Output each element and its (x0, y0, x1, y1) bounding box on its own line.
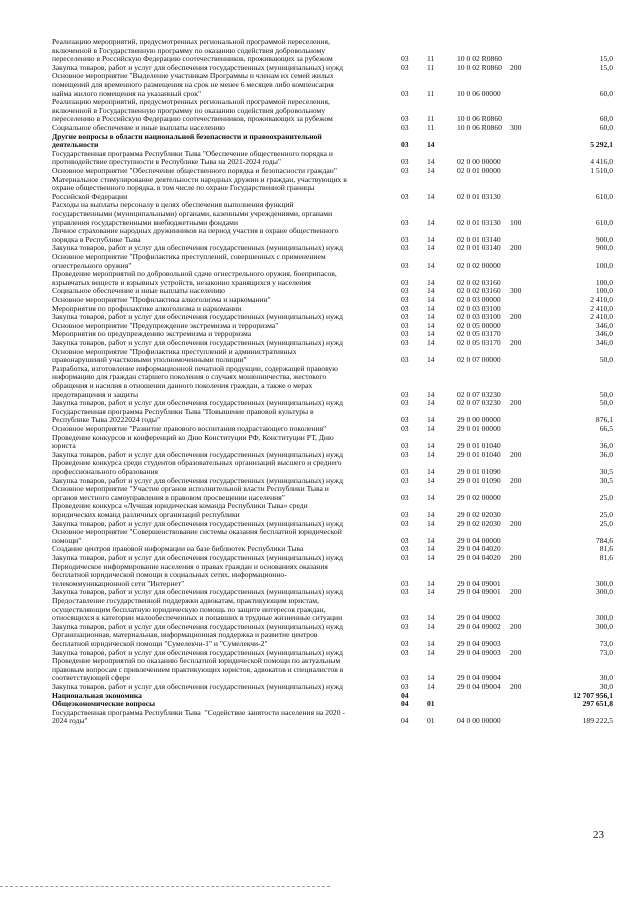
row-section-code: 03 (401, 295, 409, 304)
row-amount: 36,0 (599, 449, 613, 459)
row-section-code: 03 (401, 682, 409, 691)
row-expense-type: 200 (510, 647, 522, 657)
row-target-article: 02 0 01 03140 (457, 234, 501, 244)
row-description: Закупка товаров, работ и услуг для обеспечения государственных (муниципальных) нужд (52, 554, 343, 562)
row-subsection-code: 14 (427, 518, 435, 528)
table-row (0, 477, 640, 486)
row-section-code: 03 (401, 492, 409, 502)
row-target-article: 10 0 02 R0860 (457, 54, 502, 64)
row-target-article: 29 0 04 04020 (457, 544, 501, 554)
table-row (0, 305, 640, 314)
row-description: Проведение мероприятий по добровольной сдаче огнестрельного оружия, боеприпасов, взрывчатых веществ и взрывных устройств, незаконно хранящихся у населения (52, 270, 337, 287)
row-subsection-code: 11 (427, 114, 435, 124)
row-subsection-code: 14 (427, 140, 435, 150)
row-target-article: 02 0 01 00000 (457, 166, 501, 175)
row-target-article: 29 0 02 02030 (457, 509, 501, 519)
row-amount: 81,6 (599, 544, 613, 554)
row-amount: 50,0 (599, 355, 613, 365)
row-expense-type: 200 (510, 449, 522, 459)
row-subsection-code: 14 (427, 535, 435, 545)
row-amount: 100,0 (595, 260, 613, 270)
row-section-code: 03 (401, 191, 409, 201)
row-expense-type: 300 (510, 286, 522, 296)
row-target-article: 29 0 02 00000 (457, 492, 501, 502)
table-row (0, 150, 640, 167)
row-description: Закупка товаров, работ и услуг для обеспечения государственных (муниципальных) нужд (52, 244, 343, 253)
row-target-article: 02 0 05 03170 (457, 338, 501, 347)
row-subsection-code: 14 (427, 509, 435, 519)
row-target-article: 02 0 05 00000 (457, 320, 501, 330)
row-subsection-code: 14 (427, 312, 435, 322)
row-target-article: 29 0 01 01040 (457, 449, 501, 459)
row-subsection-code: 14 (427, 424, 435, 433)
row-amount: 346,0 (595, 320, 613, 330)
row-expense-type: 200 (510, 338, 522, 347)
row-subsection-code: 14 (427, 260, 435, 270)
row-description: Закупка товаров, работ и услуг для обеспечения государственных (муниципальных) нужд (52, 519, 343, 528)
row-description: Основное мероприятие "Предупреждение экстремизма и терроризма" (52, 321, 279, 330)
row-amount: 300,0 (595, 578, 613, 588)
row-section-code: 03 (401, 329, 409, 339)
row-subsection-code: 14 (427, 191, 435, 201)
row-subsection-code: 11 (427, 88, 435, 98)
row-expense-type: 200 (510, 518, 522, 528)
row-target-article: 29 0 04 09003 (457, 647, 501, 657)
row-amount: 66,5 (599, 424, 613, 433)
row-amount: 30,5 (599, 475, 613, 485)
row-amount: 610,0 (595, 191, 613, 201)
table-row (0, 38, 640, 64)
row-description: Закупка товаров, работ и услуг для обеспечения государственных (муниципальных) нужд (52, 399, 343, 408)
row-section-code: 03 (401, 88, 409, 98)
table-row (0, 709, 640, 726)
table-row (0, 545, 640, 554)
row-section-code: 03 (401, 114, 409, 124)
row-subsection-code: 14 (427, 355, 435, 365)
row-subsection-code: 14 (427, 578, 435, 588)
row-amount: 297 651,8 (582, 699, 613, 709)
row-section-code: 03 (401, 338, 409, 347)
row-amount: 1 510,0 (590, 166, 613, 175)
row-subsection-code: 14 (427, 166, 435, 175)
table-row (0, 98, 640, 124)
table-row (0, 631, 640, 648)
row-target-article: 02 0 05 03170 (457, 329, 501, 339)
table-row (0, 348, 640, 365)
row-amount: 81,6 (599, 553, 613, 562)
row-amount: 610,0 (595, 217, 613, 227)
row-target-article: 02 0 07 00000 (457, 355, 501, 365)
row-section-code: 03 (401, 621, 409, 631)
row-subsection-code: 14 (427, 475, 435, 485)
row-section-code: 03 (401, 613, 409, 623)
table-row (0, 365, 640, 399)
row-amount: 30,0 (599, 673, 613, 683)
row-target-article: 29 0 01 01040 (457, 441, 501, 451)
row-target-article: 29 0 00 00000 (457, 415, 501, 425)
row-section-code: 03 (401, 647, 409, 657)
row-target-article: 02 0 03 00000 (457, 295, 501, 304)
row-subsection-code: 14 (427, 682, 435, 691)
row-description: Государственная программа Республики Тыва "Содействие занятости населения на 2020 - 2024 годы" (52, 708, 345, 726)
row-description: Проведение конкурса среди студентов образовательных организаций высшего и среднего профессионального образования (52, 459, 342, 476)
table-row (0, 657, 640, 683)
row-subsection-code: 14 (427, 389, 435, 399)
row-section-code: 03 (401, 62, 409, 72)
row-description: Основное мероприятие "Обеспечение общественного порядка и безопасности граждан" (52, 167, 337, 175)
table-row (0, 339, 640, 348)
row-subsection-code: 14 (427, 613, 435, 623)
row-amount: 784,6 (595, 535, 613, 545)
row-description: Предоставление государственной поддержки адвокатам, практикующим юристам, осуществляющим бесплатную юридическую помощь по защите интересов граждан, относящихся к категории малообеспеченных и попавших в трудные жизненные ситуации (52, 597, 343, 623)
row-section-code: 03 (401, 54, 409, 64)
row-target-article: 29 0 04 09004 (457, 682, 501, 691)
row-description: Создание центров правовой информации на базе библиотек Республики Тыва (52, 545, 304, 554)
row-amount: 50,0 (599, 389, 613, 399)
table-row (0, 434, 640, 451)
row-expense-type: 200 (510, 243, 522, 253)
row-description: Основное мероприятие "Профилактика алкоголизма и наркомании" (52, 296, 271, 304)
row-section-code: 03 (401, 475, 409, 485)
row-section-code: 03 (401, 217, 409, 227)
row-subsection-code: 14 (427, 234, 435, 244)
row-subsection-code: 14 (427, 415, 435, 425)
row-description: Проведение конкурсов и конференций ко Дню Конституции РФ, Конституции РТ, Дню юриста (52, 433, 334, 451)
row-target-article: 10 0 02 R0860 (457, 62, 502, 72)
row-amount: 30,5 (599, 466, 613, 476)
row-description: Закупка товаров, работ и услуг для обеспечения государственных (муниципальных) нужд (52, 622, 343, 631)
row-description: Социальное обеспечение и иные выплаты населению (52, 124, 225, 132)
row-description: Проведение конкурса «Лучшая юридическая команда Республики Тыва» среди юридических команд различных организаций республики (52, 502, 308, 519)
row-amount: 100,0 (595, 277, 613, 287)
table-row (0, 64, 640, 73)
row-amount: 346,0 (595, 338, 613, 347)
row-section-code: 03 (401, 415, 409, 425)
row-amount: 900,0 (595, 243, 613, 253)
row-subsection-code: 14 (427, 398, 435, 408)
row-amount: 60,0 (599, 88, 613, 98)
page-number: 23 (593, 829, 604, 841)
row-description: Организационная, материальная, информационная поддержка и развитие центров бесплатной юридической помощи "Сумелекчи-1" и "Сумелекчи-2" (52, 631, 318, 648)
row-target-article: 02 0 03 03100 (457, 303, 501, 313)
row-target-article: 02 0 02 03160 (457, 277, 501, 287)
table-row (0, 485, 640, 502)
row-amount: 300,0 (595, 613, 613, 623)
row-section-code: 03 (401, 389, 409, 399)
table-row (0, 287, 640, 296)
row-section-code: 03 (401, 449, 409, 459)
row-description: Мероприятия по профилактике алкоголизма и наркомании (52, 304, 242, 313)
row-subsection-code: 11 (427, 123, 435, 132)
row-expense-type: 200 (510, 553, 522, 562)
row-description: Личное страхование народных дружинников на период участия в охране общественного порядка в Республике Тыва (52, 227, 339, 244)
row-description: Основное мероприятие "Профилактика преступлений и административных правонарушений участковыми уполномоченными полиции" (52, 347, 297, 365)
row-section-code: 03 (401, 518, 409, 528)
row-target-article: 02 0 03 03100 (457, 312, 501, 322)
row-amount: 300,0 (595, 587, 613, 597)
row-section-code: 04 (401, 716, 409, 726)
row-amount: 25,0 (599, 518, 613, 528)
row-expense-type: 200 (510, 312, 522, 322)
row-subsection-code: 14 (427, 621, 435, 631)
row-section-code: 03 (401, 424, 409, 433)
table-row (0, 588, 640, 597)
row-target-article: 29 0 04 09001 (457, 587, 501, 597)
row-section-code: 03 (401, 466, 409, 476)
row-description: Разработка, изготовление информационной печатной продукции, содержащей правовую информацию для граждан старшего поколения о случаях мошенничества, жестокого обращения и насилия в отношении данного поколения граждан, а также о мерах предотвращения и защиты (52, 364, 338, 399)
row-description: Закупка товаров, работ и услуг для обеспечения государственных (муниципальных) нужд (52, 476, 343, 485)
table-row (0, 459, 640, 476)
row-subsection-code: 14 (427, 243, 435, 253)
row-subsection-code: 14 (427, 295, 435, 304)
row-section-code: 03 (401, 243, 409, 253)
row-section-code: 03 (401, 553, 409, 562)
row-description: Расходы на выплаты персоналу в целях обеспечения выполнения функций государственными (муниципальными) органами, казенными учреждениями, органами управления государственными внебюджетными фондами (52, 201, 333, 227)
table-row (0, 563, 640, 589)
table-row (0, 244, 640, 253)
row-section-code: 03 (401, 587, 409, 597)
row-description: Закупка товаров, работ и услуг для обеспечения государственных (муниципальных) нужд (52, 313, 343, 322)
row-expense-type: 200 (510, 475, 522, 485)
row-section-code: 03 (401, 638, 409, 648)
row-target-article: 02 0 02 00000 (457, 260, 501, 270)
row-expense-type: 200 (510, 398, 522, 408)
table-row (0, 253, 640, 270)
row-section-code: 03 (401, 303, 409, 313)
row-subsection-code: 14 (427, 638, 435, 648)
row-description: Основное мероприятие "Участие органов исполнительной власти Республики Тыва и органов местного самоуправления в правовом просвещении населения" (52, 485, 329, 502)
row-description: Периодическое информирование населения о правах граждан и основаниях оказания бесплатной юридической помощи в социальных сетях, информационно- телекоммуникационной сети "Интернет" (52, 562, 328, 588)
row-subsection-code: 14 (427, 553, 435, 562)
row-amount: 2 410,0 (590, 303, 613, 313)
table-row (0, 502, 640, 519)
row-target-article: 29 0 04 09002 (457, 613, 501, 623)
row-section-code: 03 (401, 441, 409, 451)
table-row (0, 313, 640, 322)
row-amount: 15,0 (599, 62, 613, 72)
row-section-code: 03 (401, 277, 409, 287)
row-section-code: 03 (401, 312, 409, 322)
row-description: Реализацию мероприятий, предусмотренных региональной программой переселения, включенной в Государственную программу по оказанию содействия добровольному переселению в Российскую Федерацию соотечественников, проживающих за рубежом (52, 98, 333, 124)
table-row (0, 72, 640, 98)
table-row (0, 201, 640, 227)
row-description: Закупка товаров, работ и услуг для обеспечения государственных (муниципальных) нужд (52, 63, 343, 72)
table-row (0, 528, 640, 545)
row-expense-type: 100 (510, 217, 522, 227)
row-target-article: 29 0 04 04020 (457, 553, 501, 562)
row-description: Закупка товаров, работ и услуг для обеспечения государственных (муниципальных) нужд (52, 648, 343, 657)
row-target-article: 02 0 02 03160 (457, 286, 501, 296)
row-target-article: 29 0 04 00000 (457, 535, 501, 545)
row-subsection-code: 14 (427, 320, 435, 330)
row-amount: 876,1 (595, 415, 613, 425)
row-amount: 12 707 956,1 (573, 690, 613, 700)
table-row (0, 270, 640, 287)
row-subsection-code: 14 (427, 277, 435, 287)
row-subsection-code: 14 (427, 286, 435, 296)
row-subsection-code: 14 (427, 441, 435, 451)
row-target-article: 10 0 06 00000 (457, 88, 501, 98)
row-amount: 15,0 (599, 54, 613, 64)
row-target-article: 02 0 01 03140 (457, 243, 501, 253)
table-row (0, 133, 640, 150)
table-row (0, 451, 640, 460)
table-row (0, 322, 640, 331)
row-section-code: 03 (401, 535, 409, 545)
row-target-article: 02 0 07 03230 (457, 398, 501, 408)
row-amount: 189 222,5 (582, 716, 613, 726)
row-target-article: 02 0 00 00000 (457, 157, 501, 167)
row-section-code: 03 (401, 320, 409, 330)
row-section-code: 03 (401, 509, 409, 519)
table-row (0, 167, 640, 176)
row-description: Общеэкономические вопросы (52, 700, 156, 709)
table-row (0, 700, 640, 709)
row-amount: 25,0 (599, 492, 613, 502)
row-subsection-code: 01 (427, 716, 435, 726)
row-section-code: 03 (401, 355, 409, 365)
row-amount: 300,0 (595, 621, 613, 631)
row-description: Основное мероприятие "Развитие правового воспитания подрастающего поколения" (52, 425, 327, 433)
row-section-code: 04 (401, 690, 409, 700)
row-description: Государственная программа Республики Тыва "Обеспечение общественного порядка и противодействие преступности в Республике Тыва на 2021-2024 годы" (52, 149, 333, 167)
row-subsection-code: 14 (427, 544, 435, 554)
row-target-article: 02 0 01 03130 (457, 191, 501, 201)
row-target-article: 10 0 06 R0860 (457, 123, 502, 132)
row-target-article: 29 0 04 09002 (457, 621, 501, 631)
row-subsection-code: 14 (427, 492, 435, 502)
row-target-article: 29 0 02 02030 (457, 518, 501, 528)
row-amount: 25,0 (599, 509, 613, 519)
row-expense-type: 200 (510, 682, 522, 691)
row-section-code: 03 (401, 260, 409, 270)
row-section-code: 03 (401, 234, 409, 244)
row-section-code: 03 (401, 140, 409, 150)
row-expense-type: 300 (510, 123, 522, 132)
row-description: Закупка товаров, работ и услуг для обеспечения государственных (муниципальных) нужд (52, 339, 343, 347)
row-target-article: 29 0 01 01090 (457, 466, 501, 476)
row-description: Основное мероприятие "Выделение участникам Программы и членам их семей жилых помещений для временного размещения на срок не менее 6 месяцев либо компенсация найма жилого помещения на указанный срок" (52, 72, 334, 98)
row-section-code: 03 (401, 286, 409, 296)
table-row (0, 649, 640, 658)
row-description: Реализацию мероприятий, предусмотренных региональной программой переселения, включенной в Государственную программу по оказанию содействия добровольному переселению в Российскую Федерацию соотечественников, проживающих за рубежом (52, 38, 333, 64)
footer-divider (0, 886, 330, 887)
row-section-code: 03 (401, 673, 409, 683)
table-row (0, 227, 640, 244)
table-row (0, 408, 640, 425)
table-row (0, 623, 640, 632)
row-amount: 50,0 (599, 398, 613, 408)
row-subsection-code: 14 (427, 647, 435, 657)
table-row (0, 692, 640, 701)
row-subsection-code: 11 (427, 54, 435, 64)
row-description: Социальное обеспечение и иные выплаты населению (52, 287, 225, 296)
row-section-code: 03 (401, 578, 409, 588)
row-description: Закупка товаров, работ и услуг для обеспечения государственных (муниципальных) нужд (52, 588, 343, 597)
row-amount: 900,0 (595, 234, 613, 244)
table-row (0, 124, 640, 133)
row-amount: 60,0 (599, 114, 613, 124)
row-description: Закупка товаров, работ и услуг для обеспечения государственных (муниципальных) нужд (52, 683, 343, 691)
row-amount: 30,0 (599, 682, 613, 691)
row-section-code: 04 (401, 699, 409, 709)
row-target-article: 04 0 00 00000 (457, 716, 501, 726)
row-subsection-code: 14 (427, 449, 435, 459)
row-section-code: 03 (401, 123, 409, 132)
row-target-article: 29 0 01 01090 (457, 475, 501, 485)
row-description: Мероприятия по предупреждению экстремизма и терроризма (52, 330, 252, 339)
row-amount: 36,0 (599, 441, 613, 451)
table-row (0, 554, 640, 563)
row-target-article: 29 0 04 09004 (457, 673, 501, 683)
row-target-article: 29 0 04 09001 (457, 578, 501, 588)
row-amount: 346,0 (595, 329, 613, 339)
row-subsection-code: 14 (427, 303, 435, 313)
row-target-article: 10 0 06 R0860 (457, 114, 502, 124)
row-expense-type: 200 (510, 587, 522, 597)
table-row (0, 330, 640, 339)
row-section-code: 03 (401, 157, 409, 167)
table-row (0, 683, 640, 692)
row-description: Закупка товаров, работ и услуг для обеспечения государственных (муниципальных) нужд (52, 450, 343, 459)
row-subsection-code: 14 (427, 329, 435, 339)
row-amount: 2 410,0 (590, 295, 613, 304)
row-subsection-code: 14 (427, 217, 435, 227)
row-description: Национальная экономика (52, 691, 142, 700)
row-description: Основное мероприятие "Совершенствование системы оказания бесплатной юридической помощи" (52, 528, 342, 545)
row-amount: 60,0 (599, 123, 613, 132)
row-amount: 2 410,0 (590, 312, 613, 322)
row-description: Основное мероприятие "Профилактика преступлений, совершенных с применением огнестрельного оружия" (52, 253, 326, 270)
row-amount: 100,0 (595, 286, 613, 296)
table-row (0, 176, 640, 202)
row-description: Материальное стимулирование деятельности народных дружин и граждан, участвующих в охране общественного порядка, в том числе по охране Государственной границы Российской Федерации (52, 175, 347, 201)
row-description: Другие вопросы в области национальной безопасности и правоохранительной деятельности (52, 132, 322, 150)
row-amount: 5 292,1 (590, 140, 613, 150)
row-description: Государственная программа Республики Тыва "Повышение правовой культуры в Республике Тыва 20222024 годы" (52, 407, 314, 425)
table-row (0, 425, 640, 434)
row-subsection-code: 14 (427, 338, 435, 347)
row-expense-type: 200 (510, 621, 522, 631)
row-subsection-code: 14 (427, 466, 435, 476)
row-amount: 73,0 (599, 638, 613, 648)
row-target-article: 29 0 01 00000 (457, 424, 501, 433)
row-target-article: 02 0 07 03230 (457, 389, 501, 399)
row-section-code: 03 (401, 544, 409, 554)
row-expense-type: 200 (510, 62, 522, 72)
row-target-article: 29 0 04 09003 (457, 638, 501, 648)
table-row (0, 399, 640, 408)
table-row (0, 296, 640, 305)
row-section-code: 03 (401, 398, 409, 408)
row-description: Проведение мероприятий по оказанию бесплатной юридической помощи по актуальным правовым вопросам с привлечением практикующих юристов, адвокатов и специалистов в соответствующей сфере (52, 657, 344, 683)
table-row (0, 520, 640, 529)
row-amount: 73,0 (599, 647, 613, 657)
table-row (0, 597, 640, 623)
row-subsection-code: 14 (427, 157, 435, 167)
row-section-code: 03 (401, 166, 409, 175)
row-subsection-code: 01 (427, 699, 435, 709)
row-subsection-code: 14 (427, 587, 435, 597)
row-subsection-code: 14 (427, 673, 435, 683)
row-subsection-code: 11 (427, 62, 435, 72)
row-amount: 4 416,0 (590, 157, 613, 167)
row-target-article: 02 0 01 03130 (457, 217, 501, 227)
